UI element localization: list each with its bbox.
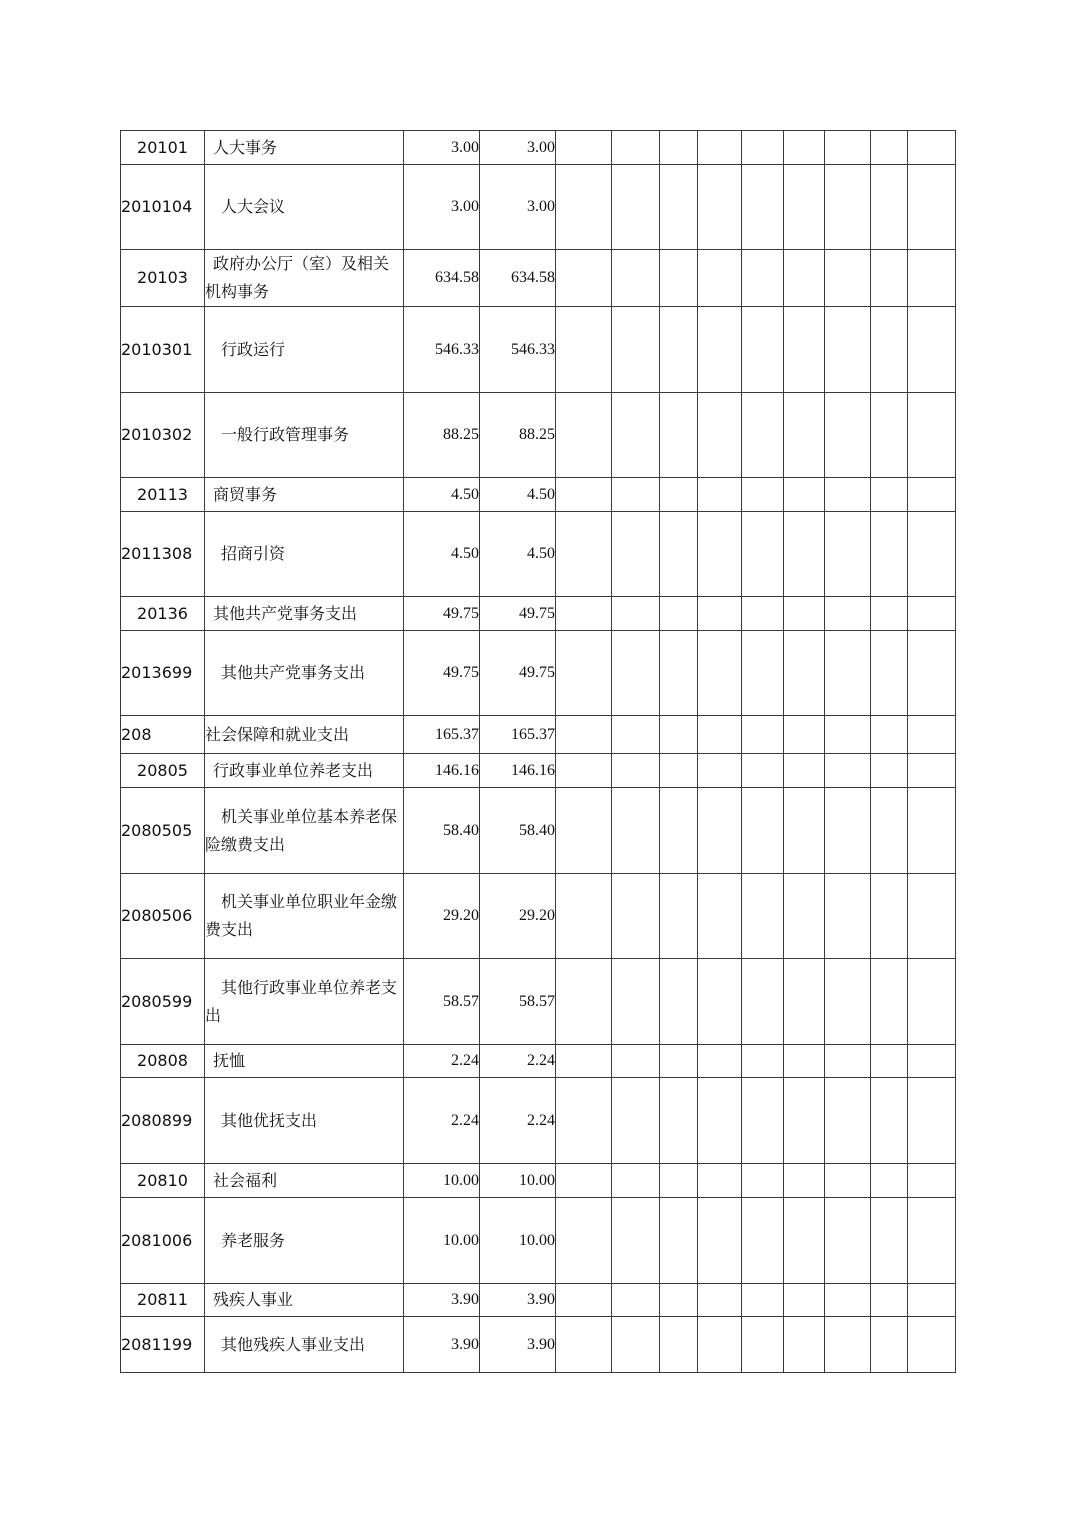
- empty-cell: [556, 631, 612, 716]
- empty-cell: [660, 1317, 698, 1373]
- empty-cell: [908, 250, 956, 307]
- empty-cell: [742, 250, 784, 307]
- empty-cell: [742, 1317, 784, 1373]
- empty-cell: [660, 597, 698, 631]
- empty-cell: [871, 1045, 908, 1078]
- empty-cell: [556, 597, 612, 631]
- empty-cell: [556, 874, 612, 959]
- empty-cell: [698, 631, 742, 716]
- total-amount-cell: 2.24: [404, 1045, 480, 1078]
- subject-code-cell: 20808: [121, 1045, 205, 1078]
- empty-cell: [612, 1284, 660, 1317]
- empty-cell: [556, 1317, 612, 1373]
- table-row: [121, 788, 956, 874]
- empty-cell: [742, 1045, 784, 1078]
- empty-cell: [825, 597, 871, 631]
- empty-cell: [742, 393, 784, 478]
- empty-cell: [660, 307, 698, 393]
- empty-cell: [556, 959, 612, 1045]
- empty-cell: [825, 307, 871, 393]
- empty-cell: [784, 512, 825, 597]
- subject-name-cell: 机关事业单位基本养老保险缴费支出: [205, 788, 404, 874]
- subject-code-cell: 20113: [121, 478, 205, 512]
- empty-cell: [698, 1198, 742, 1284]
- empty-cell: [556, 165, 612, 250]
- amount-cell: 10.00: [480, 1198, 556, 1284]
- empty-cell: [825, 1198, 871, 1284]
- empty-cell: [908, 754, 956, 788]
- empty-cell: [612, 959, 660, 1045]
- empty-cell: [825, 1045, 871, 1078]
- total-amount-cell: 58.57: [404, 959, 480, 1045]
- empty-cell: [660, 1078, 698, 1164]
- empty-cell: [698, 1078, 742, 1164]
- empty-cell: [698, 250, 742, 307]
- total-amount-cell: 49.75: [404, 597, 480, 631]
- empty-cell: [556, 512, 612, 597]
- table-row: [121, 874, 956, 959]
- empty-cell: [871, 307, 908, 393]
- subject-name-cell: 社会保障和就业支出: [205, 716, 404, 754]
- table-row: [121, 307, 956, 393]
- empty-cell: [660, 512, 698, 597]
- empty-cell: [871, 1198, 908, 1284]
- empty-cell: [908, 307, 956, 393]
- empty-cell: [908, 631, 956, 716]
- amount-cell: 3.90: [480, 1284, 556, 1317]
- table-row: [121, 131, 956, 165]
- table-row: [121, 1045, 956, 1078]
- empty-cell: [742, 1078, 784, 1164]
- empty-cell: [698, 1284, 742, 1317]
- empty-cell: [612, 1164, 660, 1198]
- empty-cell: [871, 631, 908, 716]
- empty-cell: [660, 631, 698, 716]
- empty-cell: [556, 1284, 612, 1317]
- subject-name-cell: 抚恤: [205, 1045, 404, 1078]
- table-row: [121, 754, 956, 788]
- amount-cell: 29.20: [480, 874, 556, 959]
- empty-cell: [698, 1317, 742, 1373]
- subject-name-cell: 机关事业单位职业年金缴费支出: [205, 874, 404, 959]
- empty-cell: [612, 1317, 660, 1373]
- amount-cell: 546.33: [480, 307, 556, 393]
- empty-cell: [742, 1164, 784, 1198]
- subject-name-cell: 残疾人事业: [205, 1284, 404, 1317]
- total-amount-cell: 3.90: [404, 1317, 480, 1373]
- empty-cell: [871, 1317, 908, 1373]
- empty-cell: [698, 716, 742, 754]
- subject-name-cell: 其他残疾人事业支出: [205, 1317, 404, 1373]
- total-amount-cell: 546.33: [404, 307, 480, 393]
- subject-code-cell: 20805: [121, 754, 205, 788]
- empty-cell: [698, 1164, 742, 1198]
- table-row: [121, 512, 956, 597]
- amount-cell: 10.00: [480, 1164, 556, 1198]
- subject-name-cell: 一般行政管理事务: [205, 393, 404, 478]
- empty-cell: [871, 754, 908, 788]
- empty-cell: [908, 874, 956, 959]
- table-row: [121, 393, 956, 478]
- empty-cell: [612, 307, 660, 393]
- empty-cell: [871, 1164, 908, 1198]
- subject-name-cell: 其他共产党事务支出: [205, 631, 404, 716]
- empty-cell: [612, 788, 660, 874]
- empty-cell: [908, 1317, 956, 1373]
- empty-cell: [871, 959, 908, 1045]
- empty-cell: [908, 1198, 956, 1284]
- empty-cell: [784, 165, 825, 250]
- empty-cell: [908, 1078, 956, 1164]
- amount-cell: 4.50: [480, 478, 556, 512]
- empty-cell: [698, 874, 742, 959]
- empty-cell: [908, 597, 956, 631]
- budget-expenditure-table: [120, 130, 956, 1373]
- subject-code-cell: 2080599: [121, 959, 205, 1045]
- empty-cell: [660, 716, 698, 754]
- empty-cell: [660, 165, 698, 250]
- empty-cell: [612, 131, 660, 165]
- empty-cell: [825, 754, 871, 788]
- empty-cell: [825, 716, 871, 754]
- empty-cell: [825, 1078, 871, 1164]
- empty-cell: [825, 512, 871, 597]
- total-amount-cell: 10.00: [404, 1164, 480, 1198]
- subject-code-cell: 2080899: [121, 1078, 205, 1164]
- subject-code-cell: 2080505: [121, 788, 205, 874]
- empty-cell: [825, 393, 871, 478]
- empty-cell: [612, 393, 660, 478]
- empty-cell: [908, 393, 956, 478]
- empty-cell: [871, 1284, 908, 1317]
- empty-cell: [825, 165, 871, 250]
- amount-cell: 165.37: [480, 716, 556, 754]
- empty-cell: [698, 165, 742, 250]
- total-amount-cell: 3.00: [404, 165, 480, 250]
- empty-cell: [742, 165, 784, 250]
- amount-cell: 49.75: [480, 597, 556, 631]
- empty-cell: [784, 131, 825, 165]
- table-row: [121, 478, 956, 512]
- subject-name-cell: 商贸事务: [205, 478, 404, 512]
- empty-cell: [784, 1317, 825, 1373]
- table-row: [121, 1317, 956, 1373]
- subject-code-cell: 20101: [121, 131, 205, 165]
- empty-cell: [742, 1198, 784, 1284]
- empty-cell: [871, 512, 908, 597]
- empty-cell: [660, 478, 698, 512]
- empty-cell: [784, 1045, 825, 1078]
- empty-cell: [871, 165, 908, 250]
- empty-cell: [871, 1078, 908, 1164]
- total-amount-cell: 10.00: [404, 1198, 480, 1284]
- subject-code-cell: 2080506: [121, 874, 205, 959]
- amount-cell: 88.25: [480, 393, 556, 478]
- empty-cell: [871, 788, 908, 874]
- subject-name-cell: 人大事务: [205, 131, 404, 165]
- subject-code-cell: 2011308: [121, 512, 205, 597]
- empty-cell: [825, 788, 871, 874]
- subject-name-cell: 招商引资: [205, 512, 404, 597]
- empty-cell: [698, 131, 742, 165]
- total-amount-cell: 49.75: [404, 631, 480, 716]
- empty-cell: [556, 1045, 612, 1078]
- empty-cell: [612, 874, 660, 959]
- empty-cell: [698, 788, 742, 874]
- amount-cell: 2.24: [480, 1045, 556, 1078]
- empty-cell: [871, 393, 908, 478]
- empty-cell: [612, 1045, 660, 1078]
- empty-cell: [742, 754, 784, 788]
- empty-cell: [742, 631, 784, 716]
- empty-cell: [784, 874, 825, 959]
- empty-cell: [908, 478, 956, 512]
- empty-cell: [784, 959, 825, 1045]
- subject-code-cell: 208: [121, 716, 205, 754]
- subject-name-cell: 养老服务: [205, 1198, 404, 1284]
- empty-cell: [742, 959, 784, 1045]
- empty-cell: [556, 250, 612, 307]
- subject-code-cell: 2010301: [121, 307, 205, 393]
- table-row: [121, 597, 956, 631]
- amount-cell: 3.00: [480, 165, 556, 250]
- empty-cell: [908, 1284, 956, 1317]
- amount-cell: 634.58: [480, 250, 556, 307]
- empty-cell: [612, 716, 660, 754]
- empty-cell: [742, 874, 784, 959]
- empty-cell: [784, 1078, 825, 1164]
- empty-cell: [742, 788, 784, 874]
- empty-cell: [825, 131, 871, 165]
- empty-cell: [784, 1198, 825, 1284]
- empty-cell: [698, 959, 742, 1045]
- empty-cell: [612, 597, 660, 631]
- table-row: [121, 165, 956, 250]
- subject-code-cell: 2010104: [121, 165, 205, 250]
- empty-cell: [908, 131, 956, 165]
- empty-cell: [660, 1045, 698, 1078]
- empty-cell: [556, 788, 612, 874]
- total-amount-cell: 4.50: [404, 478, 480, 512]
- empty-cell: [556, 1078, 612, 1164]
- subject-code-cell: 20103: [121, 250, 205, 307]
- subject-name-cell: 人大会议: [205, 165, 404, 250]
- subject-code-cell: 20136: [121, 597, 205, 631]
- empty-cell: [698, 393, 742, 478]
- empty-cell: [908, 1045, 956, 1078]
- subject-name-cell: 行政运行: [205, 307, 404, 393]
- table-body: [121, 131, 956, 1373]
- table-row: [121, 1198, 956, 1284]
- empty-cell: [908, 1164, 956, 1198]
- empty-cell: [784, 478, 825, 512]
- subject-name-cell: 社会福利: [205, 1164, 404, 1198]
- empty-cell: [660, 788, 698, 874]
- empty-cell: [825, 1164, 871, 1198]
- empty-cell: [871, 874, 908, 959]
- total-amount-cell: 29.20: [404, 874, 480, 959]
- empty-cell: [784, 1284, 825, 1317]
- empty-cell: [660, 754, 698, 788]
- empty-cell: [698, 512, 742, 597]
- amount-cell: 146.16: [480, 754, 556, 788]
- empty-cell: [660, 874, 698, 959]
- total-amount-cell: 58.40: [404, 788, 480, 874]
- empty-cell: [612, 512, 660, 597]
- empty-cell: [742, 478, 784, 512]
- empty-cell: [825, 1317, 871, 1373]
- empty-cell: [660, 250, 698, 307]
- empty-cell: [784, 631, 825, 716]
- empty-cell: [784, 1164, 825, 1198]
- empty-cell: [612, 478, 660, 512]
- empty-cell: [698, 478, 742, 512]
- total-amount-cell: 146.16: [404, 754, 480, 788]
- table-row: [121, 959, 956, 1045]
- empty-cell: [612, 754, 660, 788]
- empty-cell: [698, 307, 742, 393]
- total-amount-cell: 3.00: [404, 131, 480, 165]
- empty-cell: [660, 131, 698, 165]
- empty-cell: [556, 478, 612, 512]
- empty-cell: [660, 393, 698, 478]
- empty-cell: [784, 250, 825, 307]
- empty-cell: [825, 478, 871, 512]
- subject-code-cell: 20811: [121, 1284, 205, 1317]
- empty-cell: [825, 959, 871, 1045]
- subject-name-cell: 其他共产党事务支出: [205, 597, 404, 631]
- table-row: [121, 716, 956, 754]
- empty-cell: [698, 754, 742, 788]
- empty-cell: [742, 307, 784, 393]
- total-amount-cell: 88.25: [404, 393, 480, 478]
- empty-cell: [871, 250, 908, 307]
- empty-cell: [908, 512, 956, 597]
- subject-code-cell: 2010302: [121, 393, 205, 478]
- empty-cell: [784, 716, 825, 754]
- subject-code-cell: 2013699: [121, 631, 205, 716]
- empty-cell: [612, 631, 660, 716]
- table-row: [121, 1164, 956, 1198]
- empty-cell: [825, 1284, 871, 1317]
- empty-cell: [612, 1198, 660, 1284]
- empty-cell: [784, 788, 825, 874]
- table-row: [121, 631, 956, 716]
- amount-cell: 58.57: [480, 959, 556, 1045]
- empty-cell: [825, 874, 871, 959]
- empty-cell: [908, 788, 956, 874]
- empty-cell: [742, 716, 784, 754]
- empty-cell: [556, 1164, 612, 1198]
- amount-cell: 2.24: [480, 1078, 556, 1164]
- empty-cell: [556, 1198, 612, 1284]
- subject-code-cell: 2081006: [121, 1198, 205, 1284]
- empty-cell: [556, 393, 612, 478]
- subject-code-cell: 20810: [121, 1164, 205, 1198]
- empty-cell: [908, 959, 956, 1045]
- amount-cell: 49.75: [480, 631, 556, 716]
- empty-cell: [556, 307, 612, 393]
- empty-cell: [660, 1198, 698, 1284]
- empty-cell: [871, 597, 908, 631]
- empty-cell: [556, 716, 612, 754]
- empty-cell: [660, 1164, 698, 1198]
- empty-cell: [698, 597, 742, 631]
- empty-cell: [612, 250, 660, 307]
- empty-cell: [612, 1078, 660, 1164]
- empty-cell: [660, 959, 698, 1045]
- subject-code-cell: 2081199: [121, 1317, 205, 1373]
- empty-cell: [784, 597, 825, 631]
- empty-cell: [556, 131, 612, 165]
- table-row: [121, 1284, 956, 1317]
- empty-cell: [908, 716, 956, 754]
- empty-cell: [742, 597, 784, 631]
- empty-cell: [742, 131, 784, 165]
- amount-cell: 3.90: [480, 1317, 556, 1373]
- total-amount-cell: 3.90: [404, 1284, 480, 1317]
- total-amount-cell: 4.50: [404, 512, 480, 597]
- empty-cell: [871, 478, 908, 512]
- total-amount-cell: 2.24: [404, 1078, 480, 1164]
- empty-cell: [784, 307, 825, 393]
- empty-cell: [825, 250, 871, 307]
- empty-cell: [908, 165, 956, 250]
- amount-cell: 58.40: [480, 788, 556, 874]
- empty-cell: [660, 1284, 698, 1317]
- table-row: [121, 250, 956, 307]
- empty-cell: [698, 1045, 742, 1078]
- amount-cell: 3.00: [480, 131, 556, 165]
- table-row: [121, 1078, 956, 1164]
- subject-name-cell: 其他行政事业单位养老支出: [205, 959, 404, 1045]
- empty-cell: [742, 512, 784, 597]
- empty-cell: [871, 131, 908, 165]
- total-amount-cell: 634.58: [404, 250, 480, 307]
- empty-cell: [742, 1284, 784, 1317]
- empty-cell: [784, 393, 825, 478]
- empty-cell: [784, 754, 825, 788]
- total-amount-cell: 165.37: [404, 716, 480, 754]
- amount-cell: 4.50: [480, 512, 556, 597]
- subject-name-cell: 行政事业单位养老支出: [205, 754, 404, 788]
- empty-cell: [556, 754, 612, 788]
- subject-name-cell: 政府办公厅（室）及相关机构事务: [205, 250, 404, 307]
- subject-name-cell: 其他优抚支出: [205, 1078, 404, 1164]
- empty-cell: [871, 716, 908, 754]
- empty-cell: [825, 631, 871, 716]
- empty-cell: [612, 165, 660, 250]
